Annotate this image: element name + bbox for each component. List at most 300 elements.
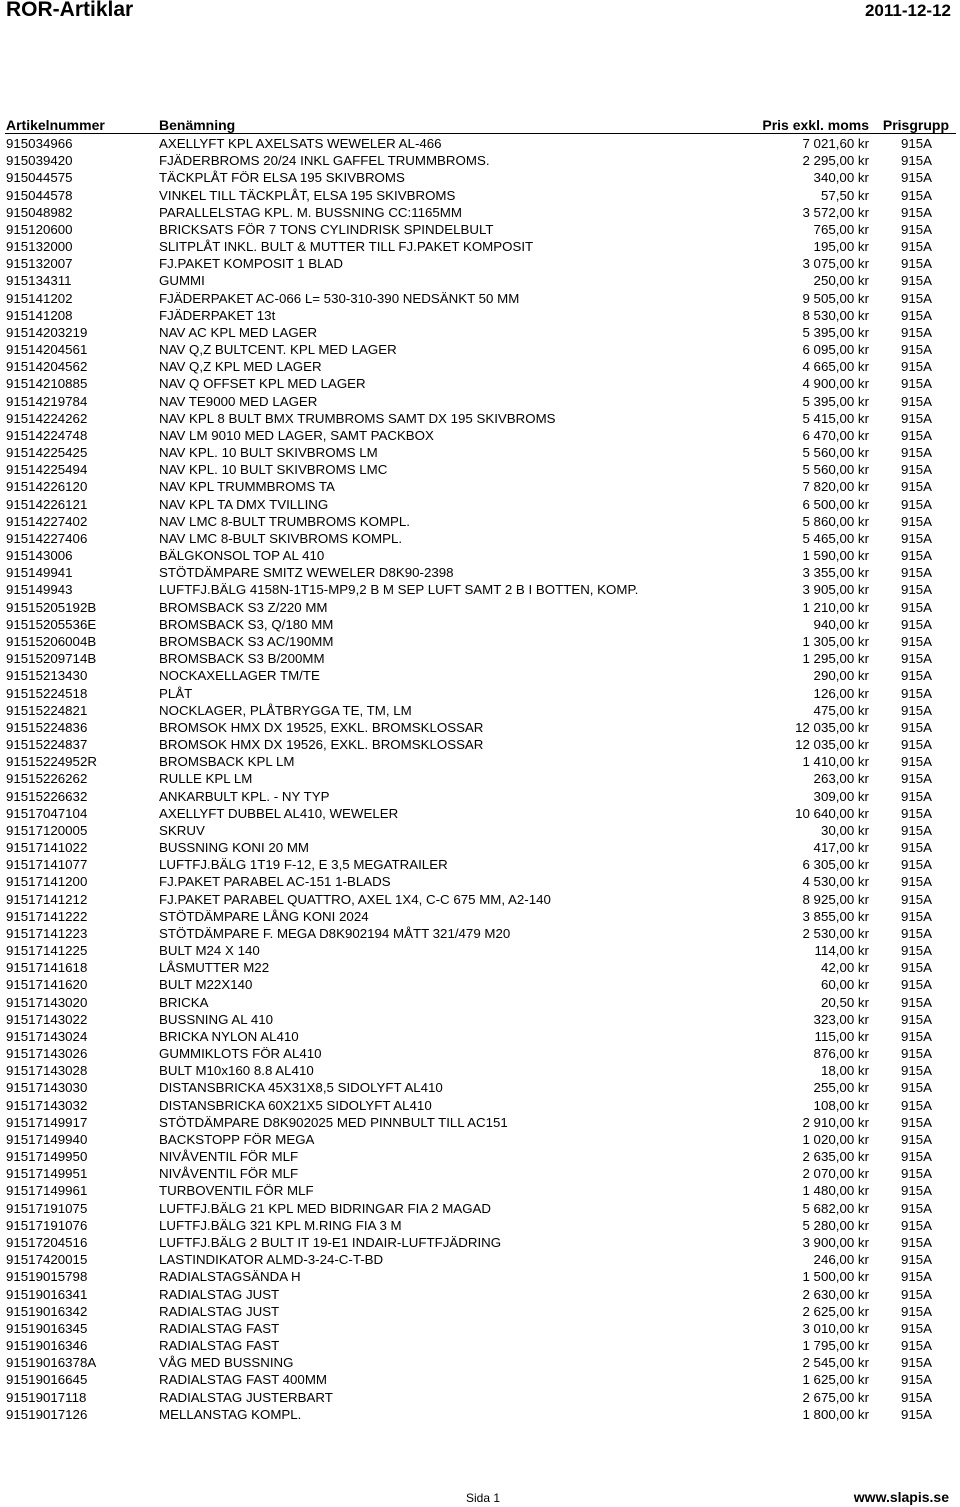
cell-artikelnummer: 91519016341 [6, 1286, 88, 1302]
cell-prisgrupp: 915A [900, 891, 932, 907]
cell-artikelnummer: 91514225494 [6, 462, 88, 478]
cell-artikelnummer: 915132000 [6, 239, 73, 255]
table-row [0, 375, 960, 392]
cell-pris: 3 572,00 kr [802, 204, 869, 220]
cell-prisgrupp: 915A [900, 1338, 932, 1354]
cell-benamning: BRICKA NYLON AL410 [159, 1028, 299, 1044]
cell-artikelnummer: 91517149951 [6, 1166, 88, 1182]
table-row [0, 667, 960, 684]
cell-pris: 60,00 kr [820, 977, 869, 993]
cell-prisgrupp: 915A [900, 599, 932, 615]
cell-artikelnummer: 91517141618 [6, 960, 88, 976]
cell-prisgrupp: 915A [900, 273, 932, 289]
table-row [0, 513, 960, 530]
cell-pris: 3 075,00 kr [802, 256, 869, 272]
table-row [0, 547, 960, 564]
cell-pris: 4 530,00 kr [802, 874, 869, 890]
cell-artikelnummer: 91515213430 [6, 668, 88, 684]
cell-benamning: GUMMI [159, 273, 205, 289]
cell-artikelnummer: 91514203219 [6, 324, 88, 340]
cell-pris: 309,00 kr [813, 788, 869, 804]
cell-benamning: SKRUV [159, 822, 205, 838]
table-row [0, 822, 960, 839]
cell-prisgrupp: 915A [900, 805, 932, 821]
cell-prisgrupp: 915A [900, 479, 932, 495]
cell-artikelnummer: 91514224748 [6, 427, 88, 443]
cell-prisgrupp: 915A [900, 943, 932, 959]
cell-prisgrupp: 915A [900, 1028, 932, 1044]
table-row [0, 358, 960, 375]
cell-prisgrupp: 915A [900, 651, 932, 667]
cell-prisgrupp: 915A [900, 771, 932, 787]
cell-prisgrupp: 915A [900, 393, 932, 409]
cell-benamning: LUFTFJ.BÄLG 321 KPL M.RING FIA 3 M [159, 1217, 402, 1233]
table-row [0, 1286, 960, 1303]
cell-prisgrupp: 915A [900, 324, 932, 340]
cell-artikelnummer: 91517141223 [6, 925, 88, 941]
cell-benamning: RADIALSTAG FAST 400MM [159, 1372, 327, 1388]
cell-pris: 6 500,00 kr [802, 496, 869, 512]
cell-artikelnummer: 91514227406 [6, 530, 88, 546]
table-row [0, 307, 960, 324]
cell-pris: 250,00 kr [813, 273, 869, 289]
cell-prisgrupp: 915A [900, 857, 932, 873]
cell-artikelnummer: 91519016346 [6, 1338, 88, 1354]
cell-pris: 5 395,00 kr [802, 393, 869, 409]
table-row [0, 685, 960, 702]
table-row [0, 1045, 960, 1062]
cell-artikelnummer: 91517149950 [6, 1149, 88, 1165]
cell-benamning: STÖTDÄMPARE F. MEGA D8K902194 MÅTT 321/479 M20 [159, 925, 511, 941]
table-row [0, 1406, 960, 1423]
cell-benamning: BROMSBACK S3, Q/180 MM [159, 616, 334, 632]
cell-pris: 475,00 kr [813, 702, 869, 718]
table-row [0, 169, 960, 186]
cell-pris: 3 010,00 kr [802, 1320, 869, 1336]
cell-prisgrupp: 915A [900, 427, 932, 443]
cell-artikelnummer: 91519015798 [6, 1269, 88, 1285]
cell-pris: 246,00 kr [813, 1252, 869, 1268]
cell-artikelnummer: 91515224952R [6, 754, 97, 770]
table-row [0, 1148, 960, 1165]
cell-benamning: BACKSTOPP FÖR MEGA [159, 1131, 315, 1147]
table-row [0, 1389, 960, 1406]
table-row [0, 478, 960, 495]
cell-prisgrupp: 915A [900, 445, 932, 461]
cell-benamning: FJÄDERBROMS 20/24 INKL GAFFEL TRUMMBROMS. [159, 153, 490, 169]
cell-pris: 876,00 kr [813, 1046, 869, 1062]
cell-artikelnummer: 915044578 [6, 187, 73, 203]
cell-pris: 1 795,00 kr [802, 1338, 869, 1354]
cell-artikelnummer: 915149943 [6, 582, 73, 598]
cell-pris: 5 560,00 kr [802, 462, 869, 478]
cell-benamning: FJ.PAKET PARABEL AC-151 1-BLADS [159, 874, 391, 890]
cell-prisgrupp: 915A [900, 1080, 932, 1096]
cell-prisgrupp: 915A [900, 1303, 932, 1319]
cell-prisgrupp: 915A [900, 530, 932, 546]
cell-prisgrupp: 915A [900, 565, 932, 581]
cell-prisgrupp: 915A [900, 1149, 932, 1165]
cell-artikelnummer: 91515226262 [6, 771, 88, 787]
cell-pris: 263,00 kr [813, 771, 869, 787]
cell-pris: 114,00 kr [814, 943, 869, 959]
cell-benamning: FJ.PAKET PARABEL QUATTRO, AXEL 1X4, C-C 675 MM, A2-140 [159, 891, 551, 907]
cell-prisgrupp: 915A [900, 1286, 932, 1302]
table-row [0, 1131, 960, 1148]
table-row [0, 1320, 960, 1337]
cell-benamning: NAV LMC 8-BULT SKIVBROMS KOMPL. [159, 530, 403, 546]
cell-artikelnummer: 91515205536E [6, 616, 97, 632]
cell-prisgrupp: 915A [900, 256, 932, 272]
cell-pris: 417,00 kr [813, 840, 869, 856]
cell-benamning: SLITPLÅT INKL. BULT & MUTTER TILL FJ.PAKET KOMPOSIT [159, 239, 534, 255]
table-row [0, 719, 960, 736]
cell-pris: 6 305,00 kr [802, 857, 869, 873]
cell-benamning: VÅG MED BUSSNING [159, 1355, 294, 1371]
cell-benamning: FJÄDERPAKET 13t [159, 307, 276, 323]
table-row [0, 255, 960, 272]
header-divider [5, 133, 956, 134]
cell-benamning: BULT M10x160 8.8 AL410 [159, 1063, 314, 1079]
cell-pris: 8 530,00 kr [802, 307, 869, 323]
cell-benamning: NAV LMC 8-BULT TRUMBROMS KOMPL. [159, 513, 410, 529]
table-row [0, 736, 960, 753]
cell-prisgrupp: 915A [900, 1389, 932, 1405]
cell-artikelnummer: 91514224262 [6, 410, 88, 426]
cell-benamning: NAV KPL. 10 BULT SKIVBROMS LMC [159, 462, 388, 478]
table-row [0, 204, 960, 221]
table-row [0, 1251, 960, 1268]
cell-artikelnummer: 91517149917 [6, 1114, 88, 1130]
cell-prisgrupp: 915A [900, 908, 932, 924]
cell-artikelnummer: 91517420015 [6, 1252, 88, 1268]
table-row [0, 290, 960, 307]
cell-benamning: NAV Q OFFSET KPL MED LAGER [159, 376, 366, 392]
table-row [0, 1200, 960, 1217]
cell-pris: 10 640,00 kr [795, 805, 869, 821]
table-row [0, 152, 960, 169]
cell-benamning: LUFTFJ.BÄLG 4158N-1T15-MP9,2 B M SEP LUFT SAMT 2 B I BOTTEN, KOMP. [159, 582, 639, 598]
cell-pris: 255,00 kr [813, 1080, 869, 1096]
cell-prisgrupp: 915A [900, 136, 932, 151]
table-row [0, 238, 960, 255]
cell-benamning: BROMSOK HMX DX 19525, EXKL. BROMSKLOSSAR [159, 719, 484, 735]
cell-pris: 2 070,00 kr [802, 1166, 869, 1182]
table-row [0, 891, 960, 908]
cell-pris: 126,00 kr [813, 685, 869, 701]
table-row [0, 1371, 960, 1388]
cell-artikelnummer: 91517141200 [6, 874, 88, 890]
cell-artikelnummer: 91517143020 [6, 994, 88, 1010]
cell-pris: 8 925,00 kr [802, 891, 869, 907]
cell-artikelnummer: 91519016645 [6, 1372, 88, 1388]
table-row [0, 650, 960, 667]
cell-artikelnummer: 91514226121 [6, 496, 88, 512]
cell-prisgrupp: 915A [900, 1372, 932, 1388]
cell-prisgrupp: 915A [900, 1406, 932, 1422]
cell-prisgrupp: 915A [900, 1235, 932, 1250]
cell-pris: 57,50 kr [820, 187, 869, 203]
cell-artikelnummer: 91517143030 [6, 1080, 88, 1096]
cell-prisgrupp: 915A [900, 960, 932, 976]
table-row [0, 1354, 960, 1371]
table-row [0, 1217, 960, 1234]
cell-benamning: STÖTDÄMPARE SMITZ WEWELER D8K90-2398 [159, 565, 454, 581]
cell-prisgrupp: 915A [900, 1011, 932, 1027]
cell-prisgrupp: 915A [900, 342, 932, 358]
cell-pris: 2 635,00 kr [802, 1149, 869, 1165]
cell-artikelnummer: 91514219784 [6, 393, 88, 409]
cell-prisgrupp: 915A [900, 719, 932, 735]
cell-artikelnummer: 91515226632 [6, 788, 88, 804]
cell-pris: 2 625,00 kr [802, 1303, 869, 1319]
cell-benamning: NOCKAXELLAGER TM/TE [159, 668, 320, 684]
cell-artikelnummer: 91515206004B [6, 633, 97, 649]
cell-pris: 5 682,00 kr [802, 1200, 869, 1216]
cell-pris: 340,00 kr [813, 170, 869, 186]
cell-pris: 20,50 kr [820, 994, 869, 1010]
cell-benamning: NOCKLAGER, PLÅTBRYGGA TE, TM, LM [159, 702, 412, 718]
table-row [0, 1079, 960, 1096]
cell-artikelnummer: 915141208 [6, 307, 73, 323]
cell-artikelnummer: 91514225425 [6, 445, 88, 461]
table-row [0, 221, 960, 238]
cell-artikelnummer: 91517047104 [6, 805, 88, 821]
cell-artikelnummer: 915149941 [6, 565, 73, 581]
cell-artikelnummer: 91517141225 [6, 943, 88, 959]
cell-artikelnummer: 91517143028 [6, 1063, 88, 1079]
table-row [0, 496, 960, 513]
cell-prisgrupp: 915A [900, 1320, 932, 1336]
cell-artikelnummer: 91517143032 [6, 1097, 88, 1113]
table-row [0, 616, 960, 633]
cell-pris: 1 500,00 kr [802, 1269, 869, 1285]
cell-prisgrupp: 915A [900, 239, 932, 255]
cell-pris: 290,00 kr [813, 668, 869, 684]
cell-benamning: AXELLYFT KPL AXELSATS WEWELER AL-466 [159, 136, 442, 151]
table-row [0, 908, 960, 925]
cell-artikelnummer: 91519016378A [6, 1355, 97, 1371]
cell-prisgrupp: 915A [900, 1355, 932, 1371]
cell-artikelnummer: 91517143026 [6, 1046, 88, 1062]
cell-pris: 12 035,00 kr [795, 737, 869, 753]
cell-prisgrupp: 915A [900, 376, 932, 392]
cell-pris: 4 665,00 kr [802, 359, 869, 375]
table-row [0, 1182, 960, 1199]
table-row [0, 1268, 960, 1285]
cell-prisgrupp: 915A [900, 1183, 932, 1199]
cell-benamning: AXELLYFT DUBBEL AL410, WEWELER [159, 805, 399, 821]
website-url: www.slapis.se [853, 1489, 949, 1505]
table-row [0, 187, 960, 204]
cell-benamning: LUFTFJ.BÄLG 21 KPL MED BIDRINGAR FIA 2 MAGAD [159, 1200, 492, 1216]
cell-benamning: MELLANSTAG KOMPL. [159, 1406, 302, 1422]
cell-prisgrupp: 915A [900, 496, 932, 512]
cell-artikelnummer: 915120600 [6, 221, 73, 237]
cell-pris: 1 800,00 kr [802, 1406, 869, 1422]
cell-artikelnummer: 91517141222 [6, 908, 88, 924]
cell-benamning: LÅSMUTTER M22 [159, 960, 270, 976]
table-row [0, 1165, 960, 1182]
cell-prisgrupp: 915A [900, 822, 932, 838]
cell-pris: 1 020,00 kr [802, 1131, 869, 1147]
cell-prisgrupp: 915A [900, 994, 932, 1010]
cell-benamning: BROMSBACK KPL LM [159, 754, 295, 770]
cell-benamning: TÄCKPLÅT FÖR ELSA 195 SKIVBROMS [159, 170, 405, 186]
table-row [0, 753, 960, 770]
cell-pris: 9 505,00 kr [802, 290, 869, 306]
cell-benamning: BROMSBACK S3 AC/190MM [159, 633, 334, 649]
cell-prisgrupp: 915A [900, 1063, 932, 1079]
cell-prisgrupp: 915A [900, 582, 932, 598]
cell-artikelnummer: 91514204562 [6, 359, 88, 375]
cell-artikelnummer: 91519016342 [6, 1303, 88, 1319]
cell-benamning: PARALLELSTAG KPL. M. BUSSNING CC:1165MM [159, 204, 462, 220]
table-row [0, 942, 960, 959]
cell-prisgrupp: 915A [900, 170, 932, 186]
cell-pris: 12 035,00 kr [795, 719, 869, 735]
cell-artikelnummer: 91514226120 [6, 479, 88, 495]
cell-artikelnummer: 91514227402 [6, 513, 88, 529]
cell-benamning: PLÅT [159, 685, 193, 701]
article-table [0, 135, 960, 1423]
cell-artikelnummer: 915134311 [6, 273, 72, 289]
cell-artikelnummer: 915044575 [6, 170, 73, 186]
cell-benamning: RADIALSTAG JUST [159, 1286, 280, 1302]
cell-prisgrupp: 915A [900, 1131, 932, 1147]
cell-benamning: DISTANSBRICKA 45X31X8,5 SIDOLYFT AL410 [159, 1080, 443, 1096]
page-number: Sida 1 [466, 1491, 501, 1505]
table-row [0, 1114, 960, 1131]
table-row [0, 1234, 960, 1251]
table-row [0, 341, 960, 358]
cell-artikelnummer: 91517141022 [6, 840, 88, 856]
cell-artikelnummer: 91515224837 [6, 737, 88, 753]
table-row [0, 805, 960, 822]
cell-prisgrupp: 915A [900, 616, 932, 632]
cell-prisgrupp: 915A [900, 925, 932, 941]
cell-pris: 6 095,00 kr [802, 342, 869, 358]
table-row [0, 959, 960, 976]
table-row [0, 788, 960, 805]
cell-benamning: BULT M22X140 [159, 977, 253, 993]
cell-prisgrupp: 915A [900, 204, 932, 220]
table-row [0, 272, 960, 289]
cell-prisgrupp: 915A [900, 1097, 932, 1113]
cell-pris: 1 590,00 kr [802, 548, 869, 564]
cell-pris: 6 470,00 kr [802, 427, 869, 443]
cell-benamning: BRICKA [159, 994, 209, 1010]
cell-benamning: NAV Q,Z BULTCENT. KPL MED LAGER [159, 342, 397, 358]
cell-benamning: DISTANSBRICKA 60X21X5 SIDOLYFT AL410 [159, 1097, 432, 1113]
table-row [0, 976, 960, 993]
cell-pris: 5 860,00 kr [802, 513, 869, 529]
cell-artikelnummer: 91514204561 [6, 342, 88, 358]
cell-pris: 2 910,00 kr [802, 1114, 869, 1130]
cell-pris: 3 900,00 kr [802, 1235, 869, 1250]
cell-pris: 3 855,00 kr [802, 908, 869, 924]
cell-benamning: FJ.PAKET KOMPOSIT 1 BLAD [159, 256, 343, 272]
cell-benamning: NAV KPL TA DMX TVILLING [159, 496, 329, 512]
table-row [0, 633, 960, 650]
cell-prisgrupp: 915A [900, 702, 932, 718]
table-row [0, 564, 960, 581]
cell-artikelnummer: 915141202 [6, 290, 73, 306]
cell-pris: 5 280,00 kr [802, 1217, 869, 1233]
report-date: 2011-12-12 [864, 1, 951, 20]
table-row [0, 1028, 960, 1045]
cell-pris: 4 900,00 kr [802, 376, 869, 392]
table-row [0, 1097, 960, 1114]
cell-prisgrupp: 915A [900, 1252, 932, 1268]
cell-benamning: NAV TE9000 MED LAGER [159, 393, 318, 409]
cell-artikelnummer: 91514210885 [6, 376, 88, 392]
cell-artikelnummer: 915143006 [6, 548, 73, 564]
cell-benamning: ANKARBULT KPL. - NY TYP [159, 788, 330, 804]
cell-prisgrupp: 915A [900, 187, 932, 203]
cell-prisgrupp: 915A [900, 359, 932, 375]
cell-benamning: NAV KPL. 10 BULT SKIVBROMS LM [159, 445, 378, 461]
cell-pris: 195,00 kr [813, 239, 869, 255]
cell-pris: 940,00 kr [813, 616, 869, 632]
cell-artikelnummer: 91519017126 [6, 1406, 88, 1422]
col-header-artikelnummer: Artikelnummer [6, 117, 105, 133]
table-row [0, 1337, 960, 1354]
cell-benamning: NAV Q,Z KPL MED LAGER [159, 359, 322, 375]
table-row [0, 393, 960, 410]
table-row [0, 135, 960, 152]
cell-pris: 108,00 kr [813, 1097, 869, 1113]
cell-prisgrupp: 915A [900, 788, 932, 804]
cell-benamning: LASTINDIKATOR ALMD-3-24-C-T-BD [159, 1252, 384, 1268]
cell-artikelnummer: 91517143022 [6, 1011, 88, 1027]
cell-prisgrupp: 915A [900, 840, 932, 856]
cell-pris: 323,00 kr [813, 1011, 869, 1027]
cell-benamning: BÄLGKONSOL TOP AL 410 [159, 548, 325, 564]
cell-pris: 1 625,00 kr [802, 1372, 869, 1388]
page-title: ROR-Artiklar [6, 0, 134, 21]
cell-pris: 1 480,00 kr [802, 1183, 869, 1199]
col-header-pris: Pris exkl. moms [762, 117, 869, 133]
cell-benamning: RADIALSTAGSÄNDA H [159, 1269, 301, 1285]
cell-benamning: RADIALSTAG JUSTERBART [159, 1389, 333, 1405]
cell-prisgrupp: 915A [900, 874, 932, 890]
cell-benamning: BULT M24 X 140 [159, 943, 260, 959]
cell-benamning: RULLE KPL LM [159, 771, 253, 787]
cell-prisgrupp: 915A [900, 290, 932, 306]
cell-prisgrupp: 915A [900, 548, 932, 564]
table-row [0, 461, 960, 478]
cell-pris: 2 530,00 kr [802, 925, 869, 941]
cell-artikelnummer: 91517204516 [6, 1235, 88, 1250]
cell-artikelnummer: 91515224821 [6, 702, 88, 718]
cell-benamning: NAV LM 9010 MED LAGER, SAMT PACKBOX [159, 427, 434, 443]
cell-artikelnummer: 91517149940 [6, 1131, 88, 1147]
cell-artikelnummer: 91519016345 [6, 1320, 88, 1336]
cell-benamning: BROMSBACK S3 Z/220 MM [159, 599, 328, 615]
cell-benamning: LUFTFJ.BÄLG 2 BULT IT 19-E1 INDAIR-LUFTFJÄDRING [159, 1235, 502, 1250]
cell-prisgrupp: 915A [900, 513, 932, 529]
cell-benamning: VINKEL TILL TÄCKPLÅT, ELSA 195 SKIVBROMS [159, 187, 456, 203]
cell-pris: 1 305,00 kr [802, 633, 869, 649]
cell-benamning: NAV KPL 8 BULT BMX TRUMBROMS SAMT DX 195 SKIVBROMS [159, 410, 556, 426]
cell-artikelnummer: 91515209714B [6, 651, 97, 667]
table-row [0, 599, 960, 616]
table-row [0, 324, 960, 341]
cell-benamning: TURBOVENTIL FÖR MLF [159, 1183, 314, 1199]
cell-benamning: NAV KPL TRUMMBROMS TA [159, 479, 335, 495]
cell-artikelnummer: 91517141212 [6, 891, 88, 907]
